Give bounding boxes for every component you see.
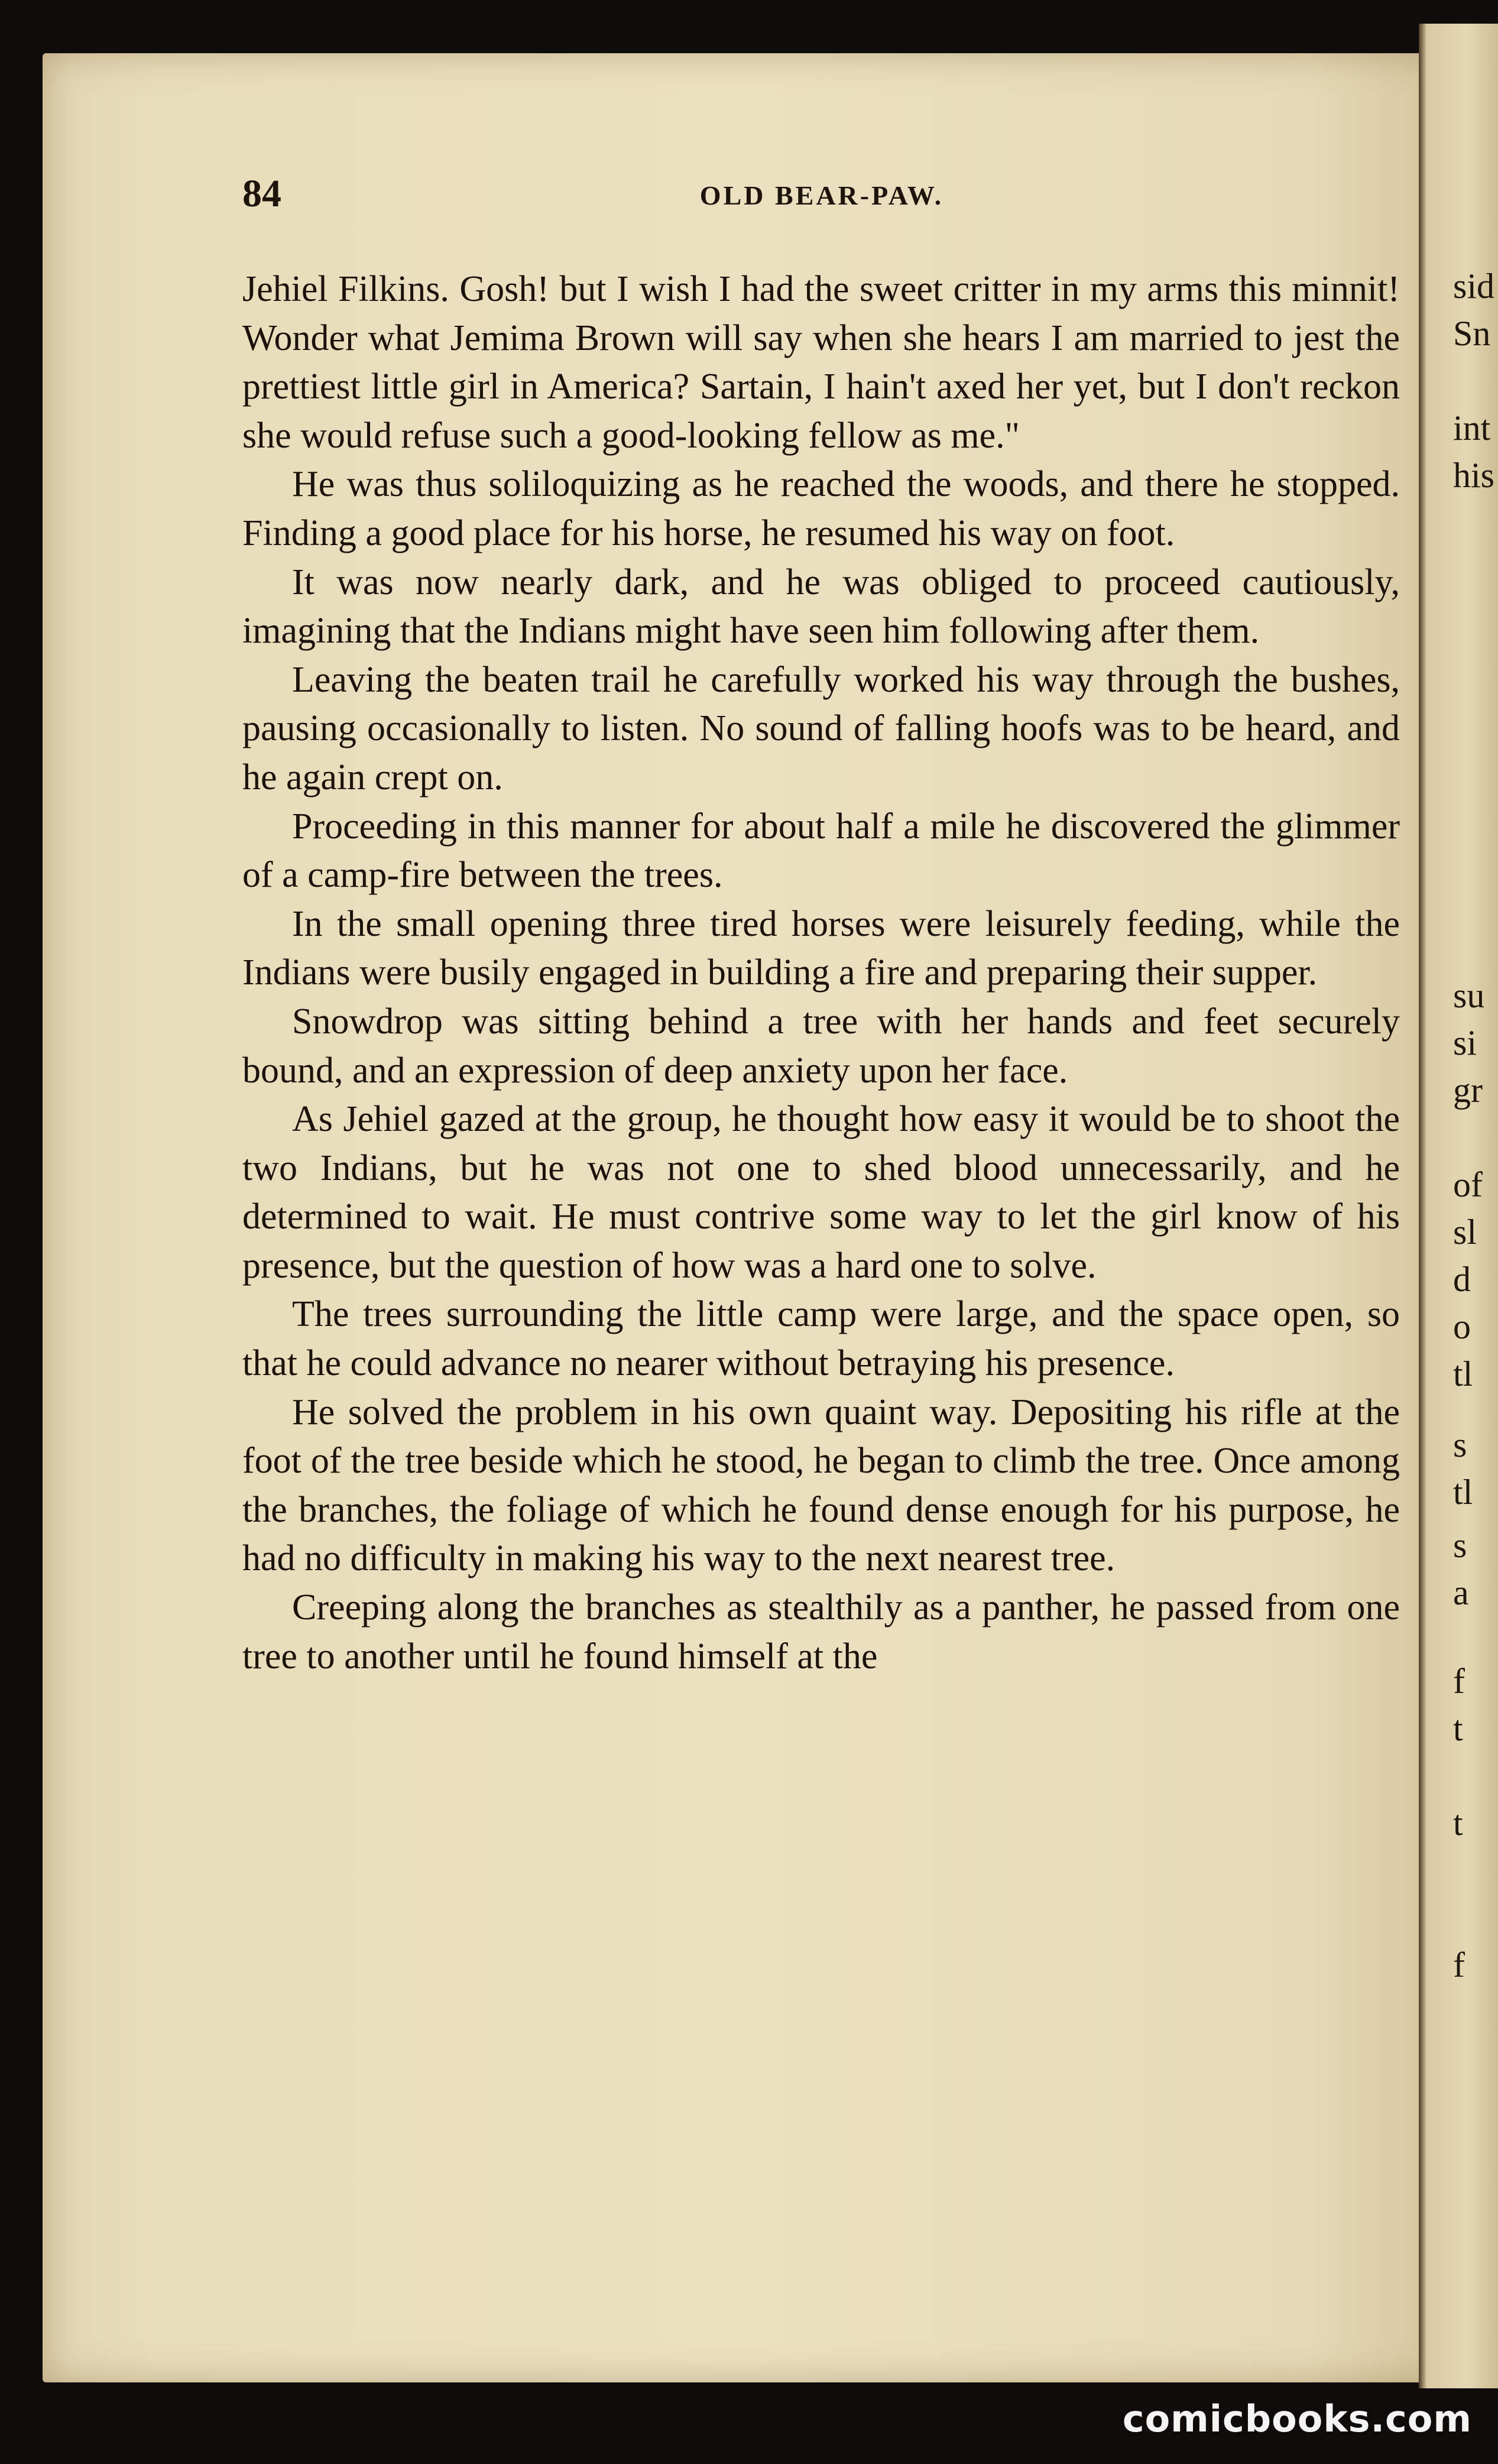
next-page-fragment: tl (1453, 1354, 1473, 1393)
paragraph: Snowdrop was sitting behind a tree with her hands and feet securely bound, and an expression of deep anxiety upon her face. (242, 1001, 1400, 1091)
body-text (242, 265, 1400, 1681)
next-page-fragment: sid (1453, 267, 1495, 306)
next-page-fragment: gr (1453, 1071, 1483, 1110)
next-page-fragment: f (1453, 1662, 1465, 1701)
next-page-fragment: d (1453, 1260, 1471, 1299)
next-page-fragment: t (1453, 1804, 1463, 1843)
page-number: 84 (242, 172, 281, 215)
next-page-fragment: f (1453, 1946, 1465, 1985)
page-header (242, 171, 1401, 225)
next-page-fragment: a (1453, 1573, 1469, 1612)
paragraph: The trees surrounding the little camp were large, and the space open, so that he could advance no nearer without betraying his presence. (242, 1294, 1400, 1384)
paragraph: Leaving the beaten trail he carefully worked his way through the bushes, pausing occasionally to listen. No sound of falling hoofs was to be heard, and he again crept on. (242, 659, 1400, 797)
paragraph: Proceeding in this manner for about half a mile he discovered the glimmer of a camp-fire between the trees. (242, 806, 1400, 896)
paragraph: Creeping along the branches as stealthily as a panther, he passed from one tree to another until he found himself at the (242, 1587, 1400, 1677)
next-page-fragment: of (1453, 1165, 1483, 1204)
next-page-fragment: his (1453, 456, 1495, 495)
watermark: comicbooks.com (1122, 2397, 1472, 2440)
next-page-fragment: int (1453, 408, 1491, 448)
paragraph: He solved the problem in his own quaint way. Depositing his rifle at the foot of the tree beside which he stood, he began to climb the tree. Once among the branches, the foliage of which he found dense enough for his purpose, he had no difficulty in making his way to the next nearest tree. (242, 1392, 1400, 1579)
next-page-fragment: o (1453, 1307, 1471, 1346)
running-title: OLD BEAR-PAW. (699, 180, 944, 210)
paragraph: In the small opening three tired horses were leisurely feeding, while the Indians were busily engaged in building a fire and preparing their supper. (242, 903, 1400, 993)
adjacent-page-edge (1419, 24, 1498, 2388)
paragraph: It was now nearly dark, and he was obliged to proceed cautiously, imagining that the Indians might have seen him following after them. (242, 562, 1400, 651)
next-page-fragment: s (1453, 1526, 1467, 1565)
paragraph: He was thus soliloquizing as he reached the woods, and there he stopped. Finding a good place for his horse, he resumed his way on foot. (242, 464, 1400, 553)
next-page-fragment: si (1453, 1023, 1477, 1062)
next-page-fragment: t (1453, 1709, 1463, 1748)
paragraph: Jehiel Filkins. Gosh! but I wish I had the sweet critter in my arms this minnit! Wonder what Jemima Brown will say when she hears I am married to jest the prettiest little girl in America? Sartain, I hain't axed her yet, but I don't reckon she would refuse such a good-looking fellow as me." (242, 269, 1400, 456)
next-page-fragment: Sn (1453, 314, 1491, 353)
next-page-fragment: su (1453, 976, 1485, 1015)
paragraph: As Jehiel gazed at the group, he thought how easy it would be to shoot the two Indians, but he was not one to shed blood unnecessarily, and he determined to wait. He must contrive some way to let the girl know of his presence, but the question of how was a hard one to solve. (242, 1099, 1400, 1286)
next-page-fragment: s (1453, 1425, 1467, 1464)
next-page-fragment: tl (1453, 1473, 1473, 1512)
next-page-fragment: sl (1453, 1212, 1477, 1252)
